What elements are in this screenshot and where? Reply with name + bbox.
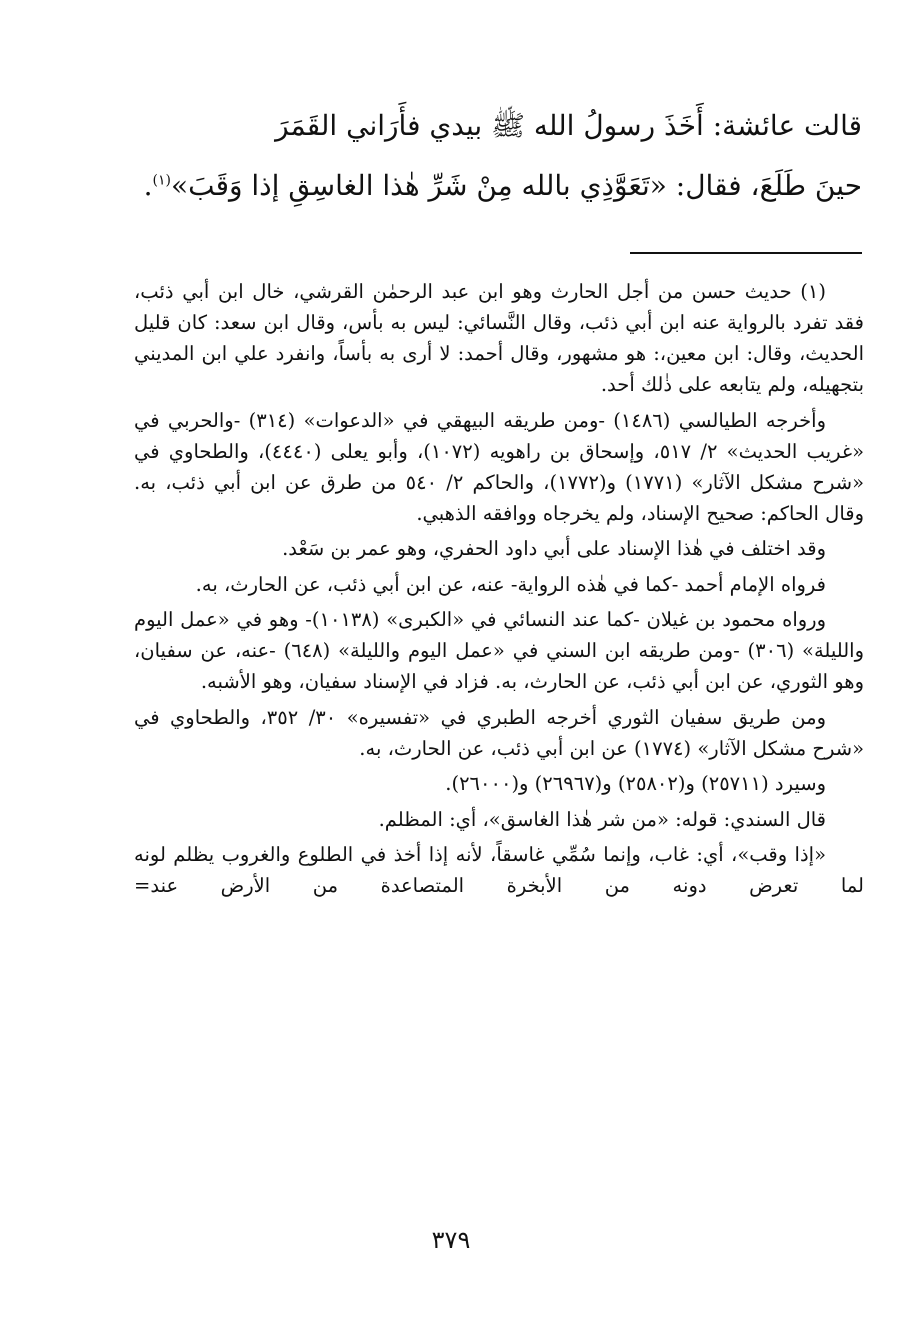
main-text-line-2-content: حينَ طَلَعَ، فقال: «تَعَوَّذِي بالله مِنْ شَرِّ هٰذا الغاسِقِ إذا وَقَبَ» (170, 169, 862, 202)
footnotes-section (134, 276, 864, 906)
footnote-paragraph-5: ورواه محمود بن غيلان -كما عند النسائي في «الكبرى» (١٠١٣٨)- وهو في «عمل اليوم والليلة» (٣٠٦) -ومن طريقه ابن السني في «عمل اليوم والليلة» (٦٤٨) -عنه، عن سفيان، وهو الثوري، عن ابن أبي ذئب، عن الحارث، به. فزاد في الإسناد سفيان، وهو الأشبه. (134, 608, 864, 693)
footnote-paragraph-7: وسيرد (٢٥٧١١) و(٢٥٨٠٢) و(٢٦٩٦٧) و(٢٦٠٠٠). (445, 772, 826, 795)
footnote-paragraph-9: «إذا وقب»، أي: غاب، وإنما سُمِّي غاسقاً، لأنه إذا أخذ في الطلوع والغروب يظلم لونه لما تعرض دونه من الأبخرة المتصاعدة من الأرض عند= (134, 843, 864, 897)
footnote-paragraph-6: ومن طريق سفيان الثوري أخرجه الطبري في «تفسيره» ٣٠/ ٣٥٢، والطحاوي في «شرح مشكل الآثار» (١٧٧٤) عن ابن أبي ذئب، عن الحارث، به. (134, 705, 864, 760)
footnote-paragraph-4: فرواه الإمام أحمد -كما في هٰذه الرواية- عنه، عن ابن أبي ذئب، عن الحارث، به. (195, 572, 826, 596)
footnote-separator-rule (630, 252, 862, 254)
main-text-line-2 (120, 156, 862, 216)
footnote-paragraph-1: (١) حديث حسن من أجل الحارث وهو ابن عبد الرحمٰن القرشي، خال ابن أبي ذئب، فقد تفرد بالرواية عنه ابن أبي ذئب، وقال النَّسائي: ليس به بأس، وقال ابن سعد: كان قليل الحديث، وقال: ابن معين،: هو مشهور، وقال أحمد: لا أرى به بأساً، وانفرد علي ابن المديني بتجهيله، ولم يتابعه على ذٰلك أحد. (134, 280, 864, 396)
footnote-reference-marker: (١) (152, 172, 171, 189)
main-text-line-1: قالت عائشة: أَخَذَ رسولُ الله ﷺ بيدي فأَرَاني القَمَرَ (275, 109, 862, 142)
page-number: ٣٧٩ (431, 1226, 471, 1254)
footnote-paragraph-2: وأخرجه الطيالسي (١٤٨٦) -ومن طريقه البيهقي في «الدعوات» (٣١٤) -والحربي في «غريب الحديث» ٢/ ٥١٧، وإسحاق بن راهويه (١٠٧٢)، وأبو يعلى (٤٤٤٠)، والطحاوي في «شرح مشكل الآثار» (١٧٧١) و(١٧٧٢)، والحاكم ٢/ ٥٤٠ من طرق عن ابن أبي ذئب، به. وقال الحاكم: صحيح الإسناد، ولم يخرجاه ووافقه الذهبي. (134, 408, 865, 525)
footnote-paragraph-8: قال السندي: قوله: «من شر هٰذا الغاسق»، أي: المظلم. (378, 807, 826, 831)
footnote-paragraph-3: وقد اختلف في هٰذا الإسناد على أبي داود الحفري، وهو عمر بن سَعْد. (282, 537, 826, 560)
main-text (120, 96, 862, 216)
main-text-end-period: . (143, 169, 153, 202)
